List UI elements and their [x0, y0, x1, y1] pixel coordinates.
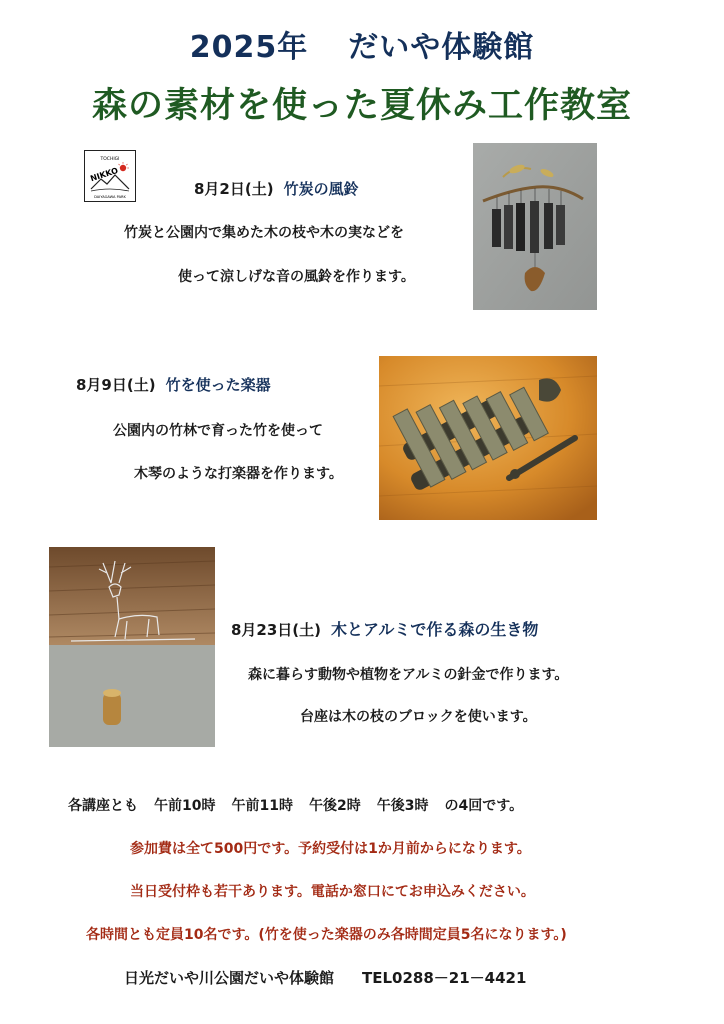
session-3-desc-line-2: 台座は木の枝のブロックを使います。 [300, 709, 537, 725]
aluminum-deer-photo [49, 547, 215, 747]
session-2-title [76, 374, 271, 395]
schedule-time-2: 午前11時 [231, 798, 293, 814]
session-3-title [231, 617, 538, 640]
session-1-topic: 竹炭の風鈴 [283, 180, 359, 198]
footer-place: 日光だいや川公園だいや体験館 [124, 969, 335, 987]
schedule-time-3: 午後2時 [308, 798, 361, 814]
session-1-desc-line-2: 使って涼しげな音の風鈴を作ります。 [178, 269, 415, 285]
session-2-date: 8月9日(土) [76, 376, 156, 394]
logo-bottom-text: DAIYAGAWA PARK [94, 195, 126, 199]
schedule-time-4: 午後3時 [376, 798, 429, 814]
notice-walk-in: 当日受付枠も若干あります。電話か窓口にてお申込みください。 [130, 884, 535, 900]
schedule-suffix: の4回です。 [444, 798, 524, 814]
schedule-line [68, 795, 523, 815]
header-year-line [0, 22, 724, 66]
session-2-desc-line-2: 木琴のような打楽器を作ります。 [134, 466, 343, 482]
nikko-logo-icon [85, 151, 135, 201]
notice-fee: 参加費は全て500円です。予約受付は1か月前からになります。 [130, 841, 531, 857]
footer-tel: TEL0288－21－4421 [362, 969, 527, 987]
session-2-topic: 竹を使った楽器 [165, 376, 271, 394]
schedule-time-1: 午前10時 [154, 798, 216, 814]
nikko-daiyagawa-logo [84, 150, 136, 202]
schedule-label: 各講座とも [68, 798, 138, 814]
session-1-date: 8月2日(土) [194, 180, 274, 198]
notice-capacity: 各時間とも定員10名です。(竹を使った楽器のみ各時間定員5名になります。) [86, 927, 567, 943]
session-3-desc-line-1: 森に暮らす動物や植物をアルミの針金で作ります。 [248, 667, 569, 683]
session-1-title [194, 178, 359, 199]
wind-chime-photo [473, 143, 597, 310]
page-title: 森の素材を使った夏休み工作教室 [91, 86, 632, 126]
bamboo-xylophone-photo [379, 356, 597, 520]
session-3-date: 8月23日(土) [231, 621, 322, 639]
logo-top-text: TOCHIGI [100, 157, 120, 162]
header-year: 2025年 [189, 30, 309, 65]
logo-main-text: NIKKO [89, 165, 120, 184]
session-2-desc-line-1: 公園内の竹林で育った竹を使って [113, 423, 323, 439]
header-venue: だいや体験館 [348, 30, 535, 65]
session-3-topic: 木とアルミで作る森の生き物 [331, 620, 539, 639]
session-1-desc-line-1: 竹炭と公園内で集めた木の枝や木の実などを [124, 225, 404, 241]
footer-contact [124, 967, 526, 988]
